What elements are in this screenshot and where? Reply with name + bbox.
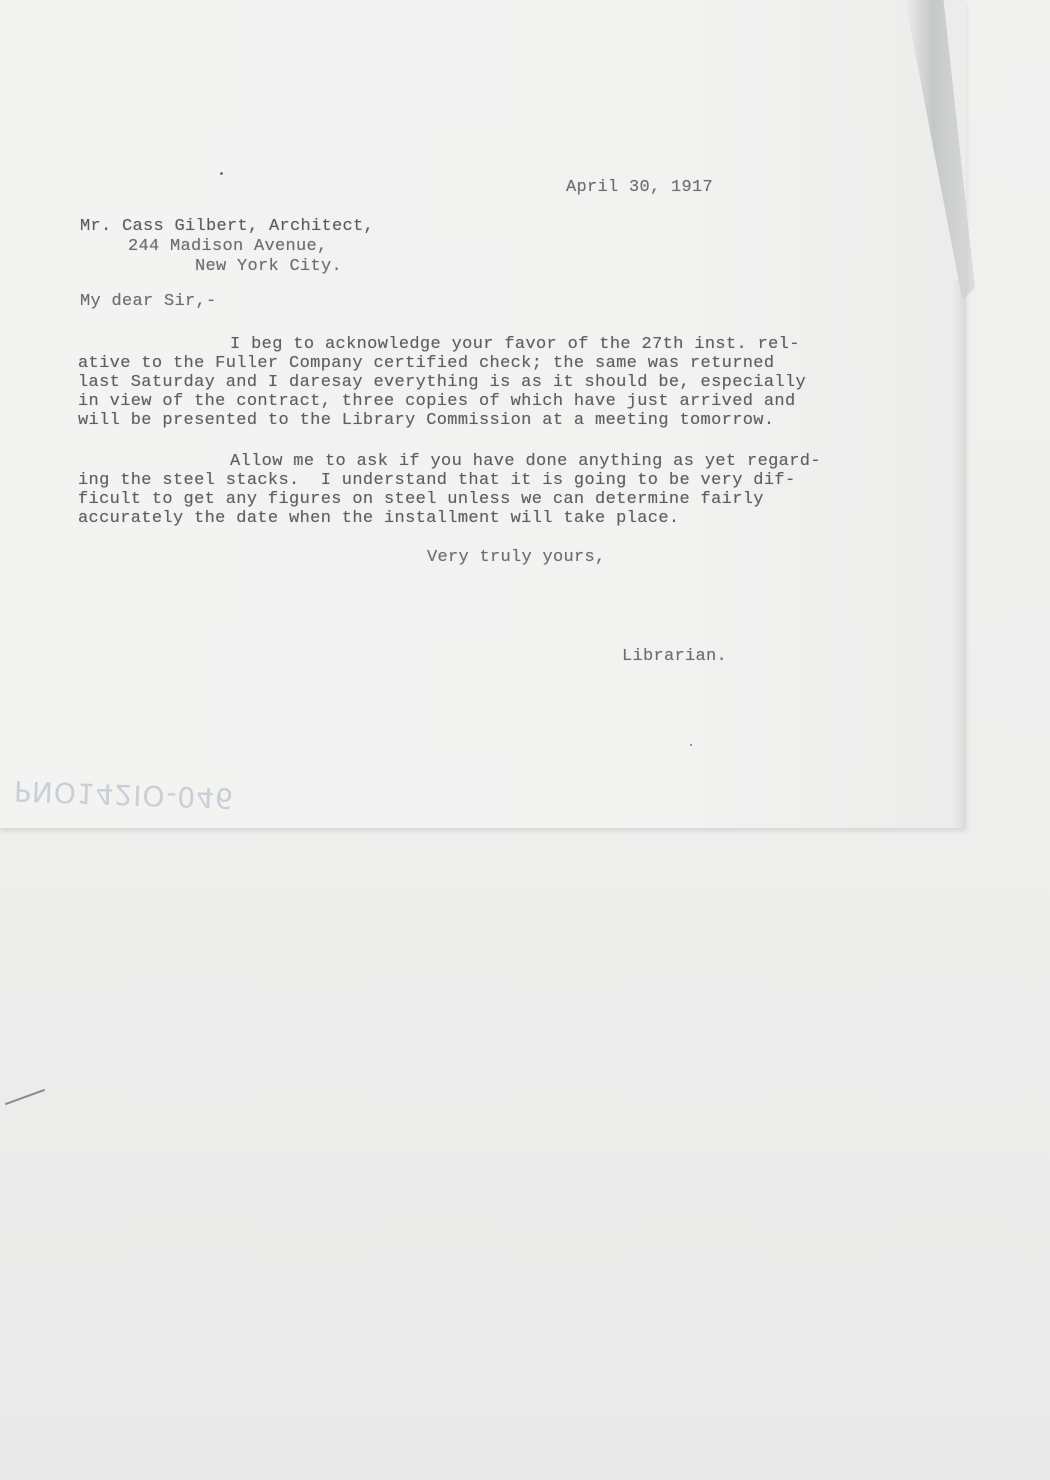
recipient-name: Mr. Cass Gilbert, Architect,: [80, 217, 375, 236]
letter-date: April 30, 1917: [566, 178, 714, 197]
recipient-street: 244 Madison Avenue,: [128, 237, 328, 256]
paragraph-line: in view of the contract, three copies of which have just arrived and: [78, 392, 796, 411]
paragraph-line: ative to the Fuller Company certified check; the same was returned: [78, 354, 775, 373]
paragraph-line: ing the steel stacks. I understand that it is going to be very dif-: [78, 471, 796, 490]
ink-speck: [220, 172, 223, 175]
paragraph-line: will be presented to the Library Commission at a meeting tomorrow.: [78, 411, 775, 430]
paragraph-line: accurately the date when the installment will take place.: [78, 509, 680, 528]
archive-stamp: PNO142IO-046: [13, 774, 235, 815]
paragraph-line: ficult to get any figures on steel unless we can determine fairly: [78, 490, 764, 509]
paragraph-line: Allow me to ask if you have done anything as yet regard-: [230, 452, 821, 471]
paragraph-line: I beg to acknowledge your favor of the 27th inst. rel-: [230, 335, 800, 354]
page-edge-shadow: [952, 280, 966, 828]
salutation: My dear Sir,-: [80, 292, 217, 311]
recipient-city: New York City.: [195, 257, 343, 276]
body-paragraph-2: [78, 452, 821, 528]
closing: Very truly yours,: [427, 548, 606, 567]
signature-title: Librarian.: [622, 647, 728, 666]
paragraph-line: last Saturday and I daresay everything is as it should be, especially: [78, 373, 807, 392]
ink-speck: [690, 744, 692, 746]
body-paragraph-1: [78, 335, 806, 430]
curled-page-edge: [905, 0, 975, 300]
